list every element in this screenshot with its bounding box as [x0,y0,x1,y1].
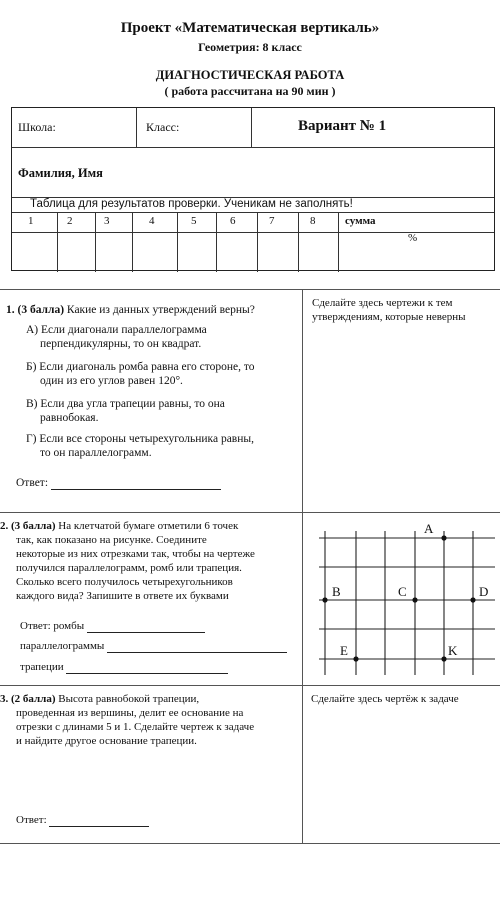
col-7: 7 [269,215,275,227]
label-c: C [398,584,407,599]
percent-sign: % [408,232,418,244]
task1-side-note: Сделайте здесь чертежи к тем утверждениям, которые неверны [312,297,466,323]
task2-question: 2. (3 балла) На клетчатой бумаге отметили 6 точек так, как показано на рисунке. Соедините некоторые из них отрезками так, чтобы на чертеже получился параллелограмм, ромб или трапеция. Сколько всего получилось четырехугольников каждого вида? Запишите в ответе их буквами [0,520,255,602]
label-e: E [340,643,348,658]
col-2: 2 [67,215,73,227]
results-note: Таблица для результатов проверки. Ученикам не заполнять! [30,198,353,210]
col-sum: сумма [345,215,376,227]
point-k [441,656,446,661]
task2-grid-figure [305,515,500,685]
col-3: 3 [104,215,110,227]
label-d: D [479,584,489,599]
task1-option-a: А) Если диагонали параллелограмма перпендикулярны, то он квадрат. [26,324,207,350]
label-k: K [448,643,458,658]
col-8: 8 [310,215,316,227]
school-label: Школа: [18,120,56,134]
col-6: 6 [230,215,236,227]
variant-label: Вариант № 1 [298,118,387,134]
task3-answer: Ответ: [16,813,149,827]
task3-answer-line[interactable] [49,814,149,827]
rhombus-answer-line[interactable] [87,620,205,633]
task3-side-note: Сделайте здесь чертёж к задаче [311,693,459,705]
task1-answer-line[interactable] [51,477,221,490]
point-d [470,597,475,602]
name-label: Фамилия, Имя [18,166,103,180]
col-4: 4 [149,215,155,227]
task1-answer: Ответ: [16,476,221,490]
work-subtitle: ( работа рассчитана на 90 мин ) [164,84,336,98]
col-1: 1 [28,215,34,227]
point-b [322,597,327,602]
label-a: A [424,521,434,536]
point-a [441,535,446,540]
label-b: B [332,584,341,599]
work-title: ДИАГНОСТИЧЕСКАЯ РАБОТА [155,68,345,82]
task3-question: 3. (2 балла) Высота равнобокой трапеции, проведенная из вершины, делит ее основание на отрезки с длинами 5 и 1. Сделайте чертеж к задаче и найдите другое основание трапеции. [0,693,255,747]
task2-answer-trapezoids: трапеции [20,660,228,674]
task1-option-d: Г) Если все стороны четырехугольника равны, то он параллелограмм. [26,433,254,459]
task1-option-c: В) Если два угла трапеции равны, то она равнобокая. [26,398,225,424]
task1-question: 1. (3 балла) Какие из данных утверждений верны? [6,304,255,316]
student-form [11,107,495,271]
project-title: Проект «Математическая вертикаль» [120,20,380,36]
parallelogram-answer-line[interactable] [107,640,287,653]
point-c [412,597,417,602]
subject-title: Геометрия: 8 класс [198,40,302,54]
task2-answer-parallelograms: параллелограммы [20,639,287,653]
trapezoid-answer-line[interactable] [66,661,228,674]
task1-option-b: Б) Если диагональ ромба равна его стороне, то один из его углов равен 120°. [26,361,255,387]
point-e [353,656,358,661]
col-5: 5 [191,215,197,227]
class-label: Класс: [146,120,180,134]
task2-answer-rhombus: Ответ: ромбы [20,619,205,633]
